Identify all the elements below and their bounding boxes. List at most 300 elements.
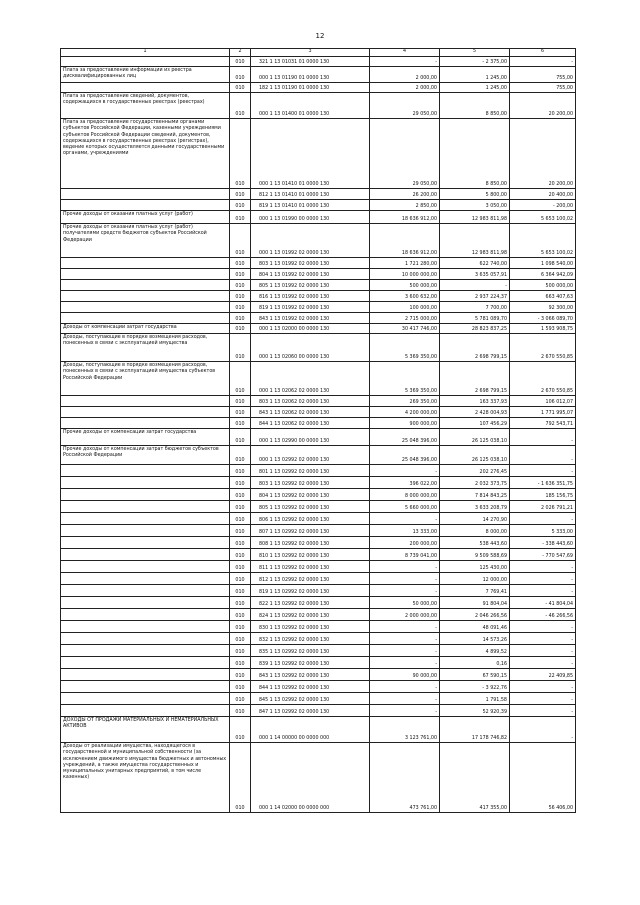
cell-line: 010	[230, 669, 251, 681]
cell-name	[61, 585, 230, 597]
cell-fact: 2 428 004,93	[440, 407, 510, 418]
cell-plan: 4 200 000,00	[370, 407, 440, 418]
cell-line: 010	[230, 633, 251, 645]
cell-line: 010	[230, 585, 251, 597]
header-cell: 6	[510, 49, 576, 57]
cell-fact: 8 850,00	[440, 93, 510, 119]
cell-plan: 26 200,00	[370, 189, 440, 200]
cell-fact: 12 983 811,98	[440, 224, 510, 258]
header-cell: 2	[230, 49, 251, 57]
table-row	[61, 324, 576, 334]
cell-kbk: 803 1 13 02992 02 0000 130	[251, 477, 370, 489]
cell-plan: -	[370, 681, 440, 693]
cell-kbk: 182 1 13 01190 01 0000 130	[251, 83, 370, 93]
cell-fact: 622 740,00	[440, 258, 510, 269]
cell-rest: 56 406,00	[510, 743, 576, 813]
cell-line: 010	[230, 57, 251, 67]
header-cell: 4	[370, 49, 440, 57]
cell-rest: 20 200,00	[510, 119, 576, 189]
cell-fact: 7 769,41	[440, 585, 510, 597]
cell-rest: 2 670 550,85	[510, 362, 576, 396]
cell-name	[61, 693, 230, 705]
cell-line: 010	[230, 537, 251, 549]
cell-plan: -	[370, 633, 440, 645]
cell-rest: 20 400,00	[510, 189, 576, 200]
table-row	[61, 200, 576, 211]
cell-kbk: 807 1 13 02992 02 0000 130	[251, 525, 370, 537]
cell-line: 010	[230, 446, 251, 465]
cell-plan: 396 022,00	[370, 477, 440, 489]
table-row	[61, 224, 576, 258]
cell-line: 010	[230, 513, 251, 525]
cell-plan: 100 000,00	[370, 302, 440, 313]
cell-fact: 1 245,00	[440, 67, 510, 83]
cell-plan: 2 850,00	[370, 200, 440, 211]
cell-line: 010	[230, 200, 251, 211]
cell-fact: 12 000,00	[440, 573, 510, 585]
cell-line: 010	[230, 362, 251, 396]
cell-plan: -	[370, 645, 440, 657]
cell-rest: -	[510, 621, 576, 633]
cell-fact: - 2 375,00	[440, 57, 510, 67]
cell-name	[61, 537, 230, 549]
cell-line: 010	[230, 211, 251, 224]
cell-line: 010	[230, 313, 251, 324]
cell-rest: 22 409,85	[510, 669, 576, 681]
cell-plan: 5 369 350,00	[370, 334, 440, 362]
cell-name	[61, 705, 230, 717]
cell-name: Доходы от реализации имущества, находящегося в государственной и муниципальной собственности (за исключением движимого имущества бюджетных и автономных учреждений, а также имущества государственных и муниципальных унитарных предприятий, в том числе казенных)	[61, 743, 230, 813]
cell-fact: 538 443,60	[440, 537, 510, 549]
cell-name	[61, 269, 230, 280]
cell-rest: 92 300,00	[510, 302, 576, 313]
cell-kbk: 805 1 13 01992 02 0000 130	[251, 280, 370, 291]
cell-line: 010	[230, 334, 251, 362]
cell-plan: 29 050,00	[370, 119, 440, 189]
cell-kbk: 803 1 13 02062 02 0000 130	[251, 396, 370, 407]
table-row	[61, 669, 576, 681]
cell-plan: 5 369 350,00	[370, 362, 440, 396]
header-row	[61, 49, 576, 57]
cell-plan: 2 000,00	[370, 83, 440, 93]
cell-fact: 3 633 208,79	[440, 501, 510, 513]
cell-fact: 125 430,00	[440, 561, 510, 573]
table-row	[61, 633, 576, 645]
cell-fact: 417 355,00	[440, 743, 510, 813]
cell-name	[61, 561, 230, 573]
cell-kbk: 843 1 13 02062 02 0000 130	[251, 407, 370, 418]
cell-rest: 663 407,63	[510, 291, 576, 302]
cell-plan: 29 050,00	[370, 93, 440, 119]
cell-rest: -	[510, 561, 576, 573]
cell-rest: - 3 066 089,70	[510, 313, 576, 324]
cell-plan: 269 350,00	[370, 396, 440, 407]
cell-rest: 1 771 995,07	[510, 407, 576, 418]
cell-line: 010	[230, 269, 251, 280]
cell-rest: 6 364 942,09	[510, 269, 576, 280]
table-row	[61, 705, 576, 717]
cell-name	[61, 525, 230, 537]
cell-plan: 200 000,00	[370, 537, 440, 549]
cell-line: 010	[230, 93, 251, 119]
table-row	[61, 57, 576, 67]
header-cell: 5	[440, 49, 510, 57]
cell-line: 010	[230, 83, 251, 93]
cell-line: 010	[230, 418, 251, 429]
cell-rest: -	[510, 57, 576, 67]
table-row	[61, 513, 576, 525]
cell-plan: -	[370, 621, 440, 633]
cell-kbk: 843 1 13 02992 02 0000 130	[251, 669, 370, 681]
cell-fact: 28 823 837,25	[440, 324, 510, 334]
cell-fact: 3 050,00	[440, 200, 510, 211]
cell-fact: 2 032 373,75	[440, 477, 510, 489]
cell-line: 010	[230, 657, 251, 669]
cell-fact: 5 800,00	[440, 189, 510, 200]
cell-name: Доходы, поступающие в порядке возмещения расходов, понесенных в связи с эксплуатацией имущества	[61, 334, 230, 362]
cell-kbk: 839 1 13 02992 02 0000 130	[251, 657, 370, 669]
cell-name	[61, 465, 230, 477]
cell-kbk: 000 1 14 00000 00 0000 000	[251, 717, 370, 743]
table-row	[61, 657, 576, 669]
cell-kbk: 819 1 13 02992 02 0000 130	[251, 585, 370, 597]
cell-name	[61, 280, 230, 291]
cell-rest: - 770 547,69	[510, 549, 576, 561]
table-row	[61, 693, 576, 705]
cell-rest: -	[510, 681, 576, 693]
cell-rest: 792 543,71	[510, 418, 576, 429]
cell-plan: 25 048 396,00	[370, 446, 440, 465]
table-row	[61, 743, 576, 813]
cell-plan: 2 000,00	[370, 67, 440, 83]
cell-line: 010	[230, 324, 251, 334]
cell-name: Прочие доходы от компенсации затрат бюджетов субъектов Российской Федерации	[61, 446, 230, 465]
cell-plan: 30 417 746,00	[370, 324, 440, 334]
cell-name	[61, 669, 230, 681]
cell-line: 010	[230, 717, 251, 743]
table-row	[61, 561, 576, 573]
cell-line: 010	[230, 302, 251, 313]
table-row	[61, 83, 576, 93]
cell-plan: 90 000,00	[370, 669, 440, 681]
cell-name	[61, 645, 230, 657]
cell-rest: -	[510, 633, 576, 645]
cell-plan: 3 123 761,00	[370, 717, 440, 743]
table-row	[61, 446, 576, 465]
cell-rest: 5 653 100,02	[510, 224, 576, 258]
cell-line: 010	[230, 189, 251, 200]
table-row	[61, 465, 576, 477]
cell-fact: 2 698 799,15	[440, 362, 510, 396]
cell-plan: 10 000 000,00	[370, 269, 440, 280]
cell-fact: 202 276,45	[440, 465, 510, 477]
cell-fact: 48 091,46	[440, 621, 510, 633]
cell-line: 010	[230, 549, 251, 561]
cell-fact: 3 635 057,91	[440, 269, 510, 280]
cell-name: Плата за предоставление информации из реестра дисквалифицированных лиц	[61, 67, 230, 83]
cell-fact: 91 804,04	[440, 597, 510, 609]
cell-rest: -	[510, 429, 576, 446]
cell-line: 010	[230, 67, 251, 83]
cell-rest: 755,00	[510, 67, 576, 83]
cell-rest: -	[510, 446, 576, 465]
table-row	[61, 489, 576, 501]
cell-kbk: 801 1 13 02992 02 0000 130	[251, 465, 370, 477]
cell-kbk: 812 1 13 01410 01 0000 130	[251, 189, 370, 200]
cell-name	[61, 621, 230, 633]
cell-kbk: 844 1 13 02062 02 0000 130	[251, 418, 370, 429]
cell-plan: 5 660 000,00	[370, 501, 440, 513]
cell-rest: 5 653 100,02	[510, 211, 576, 224]
cell-kbk: 000 1 13 01990 00 0000 130	[251, 211, 370, 224]
cell-line: 010	[230, 489, 251, 501]
cell-rest: - 46 266,56	[510, 609, 576, 621]
cell-kbk: 805 1 13 02992 02 0000 130	[251, 501, 370, 513]
cell-fact: 67 590,15	[440, 669, 510, 681]
cell-plan: -	[370, 705, 440, 717]
cell-rest: 185 156,75	[510, 489, 576, 501]
cell-line: 010	[230, 429, 251, 446]
cell-name	[61, 489, 230, 501]
cell-fact: 1 791,58	[440, 693, 510, 705]
cell-fact: 17 178 746,82	[440, 717, 510, 743]
cell-fact: 12 983 811,98	[440, 211, 510, 224]
cell-kbk: 810 1 13 02992 02 0000 130	[251, 549, 370, 561]
cell-name	[61, 83, 230, 93]
table-row	[61, 189, 576, 200]
cell-kbk: 000 1 13 02000 00 0000 130	[251, 324, 370, 334]
cell-name	[61, 633, 230, 645]
cell-fact: 7 700,00	[440, 302, 510, 313]
table-row	[61, 621, 576, 633]
cell-rest: -	[510, 645, 576, 657]
cell-name	[61, 200, 230, 211]
table-row	[61, 93, 576, 119]
cell-name	[61, 396, 230, 407]
cell-fact: 0,16	[440, 657, 510, 669]
cell-name	[61, 657, 230, 669]
cell-rest: -	[510, 717, 576, 743]
cell-fact: 2 937 224,37	[440, 291, 510, 302]
cell-line: 010	[230, 705, 251, 717]
cell-fact: 52 920,39	[440, 705, 510, 717]
table-row	[61, 313, 576, 324]
cell-rest: - 41 804,04	[510, 597, 576, 609]
cell-kbk: 819 1 13 01410 01 0000 130	[251, 200, 370, 211]
cell-name	[61, 681, 230, 693]
cell-kbk: 000 1 14 02000 00 0000 000	[251, 743, 370, 813]
cell-kbk: 819 1 13 01992 02 0000 130	[251, 302, 370, 313]
cell-name	[61, 549, 230, 561]
cell-plan: 2 715 000,00	[370, 313, 440, 324]
cell-rest: 2 026 791,21	[510, 501, 576, 513]
cell-plan: -	[370, 693, 440, 705]
cell-kbk: 830 1 13 02992 02 0000 130	[251, 621, 370, 633]
cell-fact: 5 781 089,70	[440, 313, 510, 324]
cell-name	[61, 302, 230, 313]
cell-kbk: 321 1 13 01031 01 0000 130	[251, 57, 370, 67]
cell-line: 010	[230, 291, 251, 302]
cell-fact: 8 000,00	[440, 525, 510, 537]
cell-line: 010	[230, 280, 251, 291]
cell-name	[61, 513, 230, 525]
cell-name: Доходы, поступающие в порядке возмещения расходов, понесенных в связи с эксплуатацией имущества субъектов Российской Федерации	[61, 362, 230, 396]
table-row	[61, 302, 576, 313]
cell-line: 010	[230, 645, 251, 657]
cell-rest: -	[510, 693, 576, 705]
cell-rest: - 200,00	[510, 200, 576, 211]
table-row	[61, 258, 576, 269]
cell-kbk: 000 1 13 02990 00 0000 130	[251, 429, 370, 446]
cell-plan: 18 636 912,00	[370, 211, 440, 224]
cell-kbk: 832 1 13 02992 02 0000 130	[251, 633, 370, 645]
cell-kbk: 822 1 13 02992 02 0000 130	[251, 597, 370, 609]
cell-plan: 900 000,00	[370, 418, 440, 429]
table-row	[61, 597, 576, 609]
cell-plan: -	[370, 465, 440, 477]
cell-rest: -	[510, 705, 576, 717]
cell-kbk: 835 1 13 02992 02 0000 130	[251, 645, 370, 657]
cell-line: 010	[230, 573, 251, 585]
cell-rest: 1 593 908,75	[510, 324, 576, 334]
cell-rest: -	[510, 585, 576, 597]
cell-kbk: 000 1 13 02992 02 0000 130	[251, 446, 370, 465]
cell-fact: 107 456,29	[440, 418, 510, 429]
cell-name	[61, 418, 230, 429]
cell-kbk: 816 1 13 01992 02 0000 130	[251, 291, 370, 302]
table-row	[61, 525, 576, 537]
cell-kbk: 843 1 13 01992 02 0000 130	[251, 313, 370, 324]
table-row	[61, 407, 576, 418]
cell-line: 010	[230, 609, 251, 621]
table-row	[61, 429, 576, 446]
cell-kbk: 812 1 13 02992 02 0000 130	[251, 573, 370, 585]
cell-plan: 25 048 396,00	[370, 429, 440, 446]
cell-fact: 1 245,00	[440, 83, 510, 93]
cell-plan: 13 333,00	[370, 525, 440, 537]
cell-rest: 20 200,00	[510, 93, 576, 119]
table-row	[61, 573, 576, 585]
table-row	[61, 211, 576, 224]
cell-name: Прочие доходы от оказания платных услуг (работ) получателями средств бюджетов субъектов Российской Федерации	[61, 224, 230, 258]
cell-name	[61, 501, 230, 513]
cell-plan: -	[370, 585, 440, 597]
cell-fact: 14 573,26	[440, 633, 510, 645]
cell-fact: 2 046 266,56	[440, 609, 510, 621]
table-row	[61, 645, 576, 657]
cell-rest: -	[510, 657, 576, 669]
cell-fact: 4 899,52	[440, 645, 510, 657]
table-row	[61, 681, 576, 693]
table-row	[61, 501, 576, 513]
cell-fact: 2 698 799,15	[440, 334, 510, 362]
cell-name	[61, 291, 230, 302]
cell-line: 010	[230, 525, 251, 537]
cell-name: Прочие доходы от оказания платных услуг (работ)	[61, 211, 230, 224]
cell-plan: -	[370, 513, 440, 525]
cell-name: ДОХОДЫ ОТ ПРОДАЖИ МАТЕРИАЛЬНЫХ И НЕМАТЕРИАЛЬНЫХ АКТИВОВ	[61, 717, 230, 743]
cell-line: 010	[230, 396, 251, 407]
table-row	[61, 119, 576, 189]
cell-kbk: 000 1 13 01190 01 0000 130	[251, 67, 370, 83]
cell-line: 010	[230, 477, 251, 489]
cell-line: 010	[230, 224, 251, 258]
cell-name	[61, 407, 230, 418]
cell-plan: -	[370, 561, 440, 573]
cell-name: Плата за предоставление сведений, документов, содержащихся в государственных реестрах (реестрах)	[61, 93, 230, 119]
cell-rest: 2 670 550,85	[510, 334, 576, 362]
cell-kbk: 803 1 13 01992 02 0000 130	[251, 258, 370, 269]
table-row	[61, 396, 576, 407]
cell-kbk: 806 1 13 02992 02 0000 130	[251, 513, 370, 525]
header-cell: 3	[251, 49, 370, 57]
cell-kbk: 824 1 13 02992 02 0000 130	[251, 609, 370, 621]
table-row	[61, 269, 576, 280]
cell-plan: 8 000 000,00	[370, 489, 440, 501]
cell-line: 010	[230, 621, 251, 633]
cell-fact: -	[440, 280, 510, 291]
table-row	[61, 585, 576, 597]
cell-plan: 18 636 912,00	[370, 224, 440, 258]
cell-fact: 26 125 038,10	[440, 429, 510, 446]
table-row	[61, 280, 576, 291]
table-row	[61, 291, 576, 302]
cell-line: 010	[230, 597, 251, 609]
cell-plan: 473 761,00	[370, 743, 440, 813]
cell-line: 010	[230, 258, 251, 269]
cell-line: 010	[230, 743, 251, 813]
cell-line: 010	[230, 119, 251, 189]
cell-plan: 2 000 000,00	[370, 609, 440, 621]
cell-kbk: 847 1 13 02992 02 0000 130	[251, 705, 370, 717]
cell-line: 010	[230, 693, 251, 705]
cell-plan: 50 000,00	[370, 597, 440, 609]
table-row	[61, 717, 576, 743]
cell-fact: 163 337,93	[440, 396, 510, 407]
cell-kbk: 811 1 13 02992 02 0000 130	[251, 561, 370, 573]
cell-fact: 9 509 588,69	[440, 549, 510, 561]
cell-line: 010	[230, 407, 251, 418]
cell-kbk: 000 1 13 02062 02 0000 130	[251, 362, 370, 396]
revenue-table	[60, 48, 576, 813]
cell-rest: 1 098 540,00	[510, 258, 576, 269]
cell-kbk: 000 1 13 01410 01 0000 130	[251, 119, 370, 189]
cell-kbk: 804 1 13 01992 02 0000 130	[251, 269, 370, 280]
cell-kbk: 804 1 13 02992 02 0000 130	[251, 489, 370, 501]
cell-kbk: 844 1 13 02992 02 0000 130	[251, 681, 370, 693]
cell-rest: 106 012,07	[510, 396, 576, 407]
cell-fact: - 3 922,76	[440, 681, 510, 693]
cell-rest: -	[510, 573, 576, 585]
cell-name	[61, 597, 230, 609]
table-row	[61, 537, 576, 549]
cell-name	[61, 57, 230, 67]
cell-fact: 26 125 038,10	[440, 446, 510, 465]
header-cell: 1	[61, 49, 230, 57]
cell-name	[61, 189, 230, 200]
cell-kbk: 000 1 13 01400 01 0000 130	[251, 93, 370, 119]
table-row	[61, 477, 576, 489]
table-row	[61, 362, 576, 396]
cell-plan: 500 000,00	[370, 280, 440, 291]
cell-line: 010	[230, 465, 251, 477]
cell-kbk: 845 1 13 02992 02 0000 130	[251, 693, 370, 705]
cell-fact: 8 850,00	[440, 119, 510, 189]
cell-rest: -	[510, 513, 576, 525]
cell-plan: 8 739 041,00	[370, 549, 440, 561]
cell-plan: 3 600 632,00	[370, 291, 440, 302]
cell-kbk: 808 1 13 02992 02 0000 130	[251, 537, 370, 549]
